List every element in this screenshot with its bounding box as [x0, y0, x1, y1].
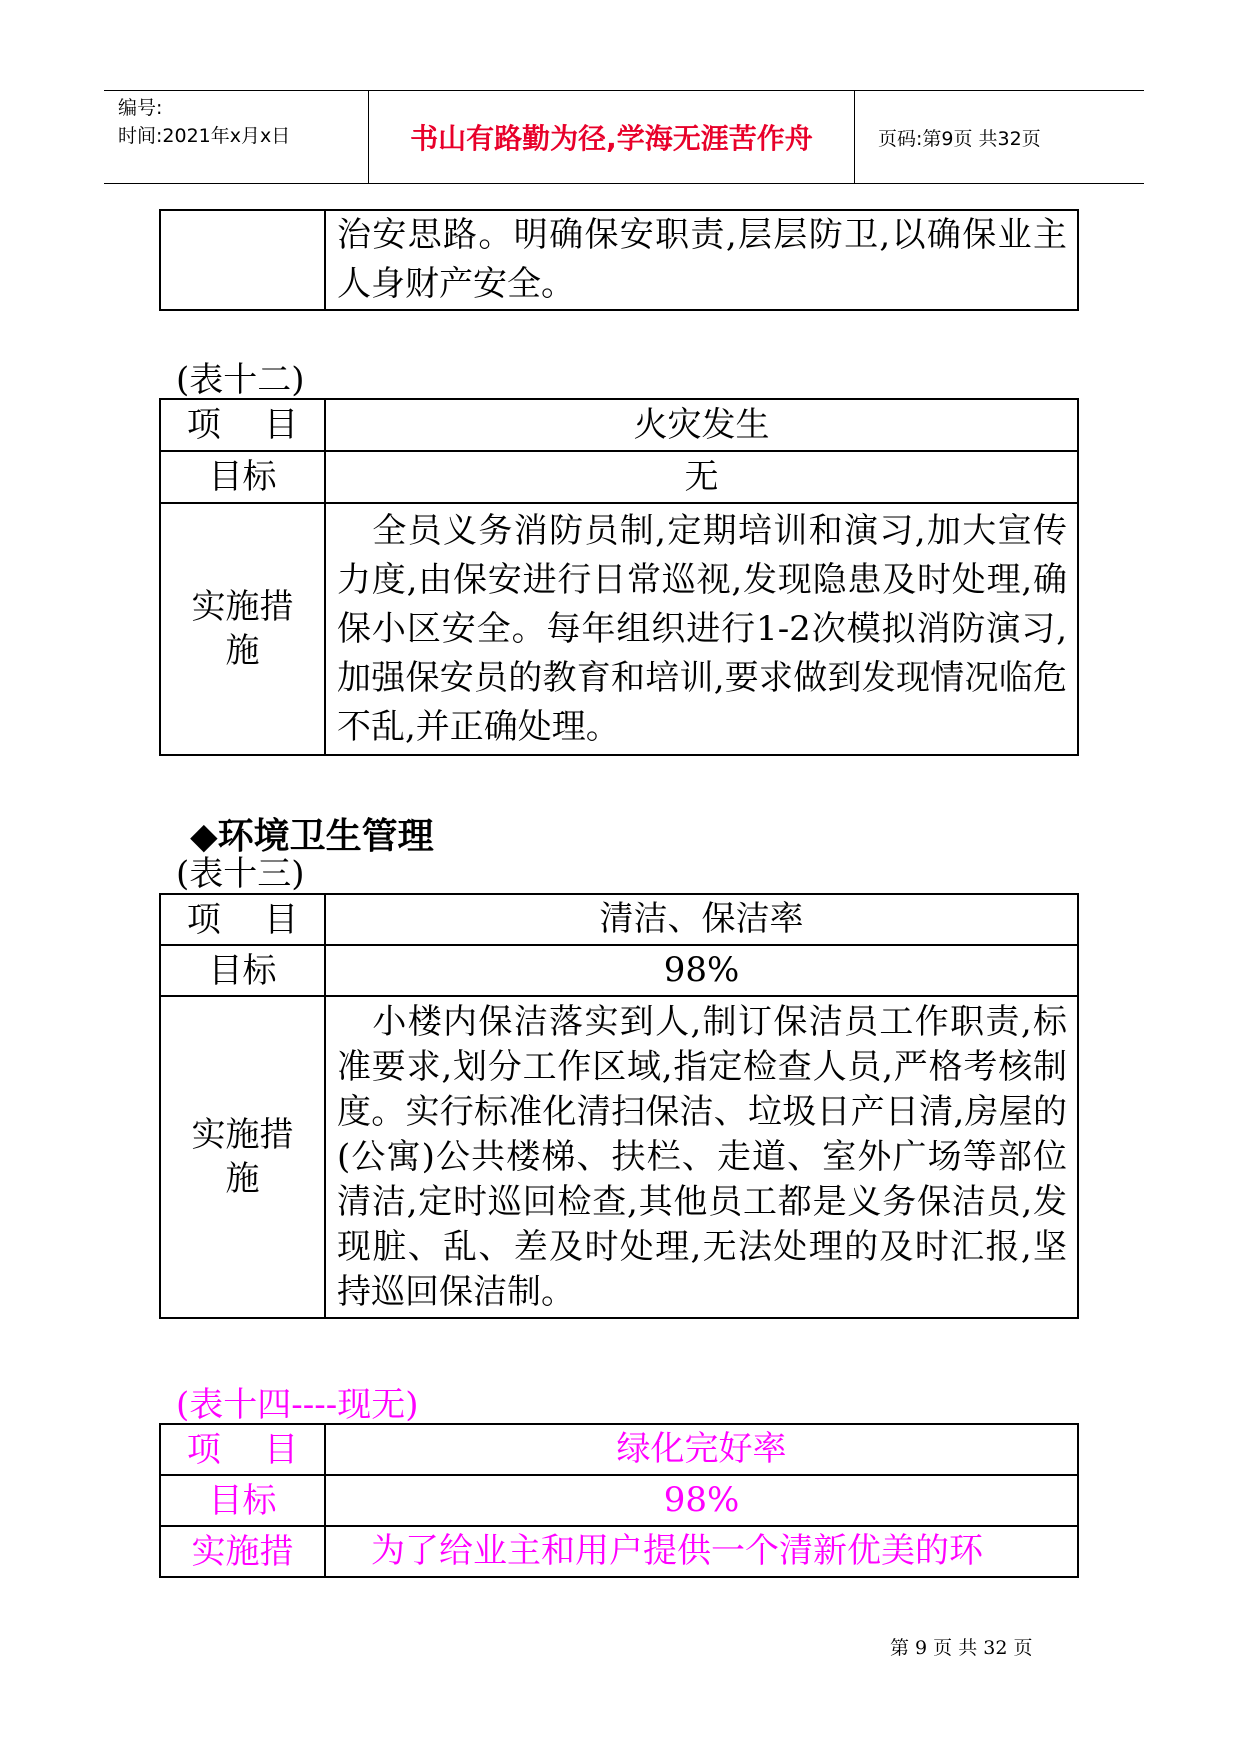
table-row: [160, 945, 1078, 996]
table-value-cell: 火灾发生: [325, 399, 1078, 451]
header-page-info: [868, 91, 1144, 183]
table-row: [160, 451, 1078, 503]
table-key-cell: 目标: [160, 451, 325, 503]
table14: [159, 1423, 1079, 1578]
page-footer: 第 9 页 共 32 页: [890, 1637, 1033, 1659]
table-value-cell: 全员义务消防员制,定期培训和演习,加大宣传力度,由保安进行日常巡视,发现隐患及时处理,确保小区安全。每年组织进行1-2次模拟消防演习,加强保安员的教育和培训,要求做到发现情况临危不乱,并正确处理。: [325, 503, 1078, 755]
table-key-cell: 实施措施: [160, 503, 325, 755]
table-row: [160, 996, 1078, 1318]
table-value-cell: 无: [325, 451, 1078, 503]
table-key-cell: 目标: [160, 1475, 325, 1526]
header-meta: [104, 91, 369, 183]
page-header: [104, 90, 1144, 184]
table-row: [160, 210, 1078, 310]
table-row: [160, 1526, 1078, 1577]
header-motto-cell: [369, 91, 855, 183]
header-page-number: 页码:第9页 共32页: [878, 127, 1041, 150]
table-key-cell: 项 目: [160, 399, 325, 451]
table13: [159, 893, 1079, 1319]
table-key-cell: 目标: [160, 945, 325, 996]
continued-table: [159, 209, 1079, 311]
section-heading: ◆环境卫生管理: [190, 816, 434, 857]
document-time-label: 时间:2021年x月x日: [118, 125, 291, 147]
table-row: [160, 503, 1078, 755]
table-key-cell: [160, 210, 325, 310]
table12: [159, 398, 1079, 756]
header-motto: 书山有路勤为径,学海无涯苦作舟: [410, 122, 813, 155]
table-key-cell: 实施措施: [160, 996, 325, 1318]
table-key-cell: 实施措: [160, 1526, 325, 1577]
table-value-cell: 98%: [325, 1475, 1078, 1526]
table-value-cell: 清洁、保洁率: [325, 894, 1078, 945]
table-value-cell: 治安思路。明确保安职责,层层防卫,以确保业主人身财产安全。: [325, 210, 1078, 310]
table-key-cell: 项 目: [160, 1424, 325, 1475]
table12-caption: (表十二): [176, 360, 305, 400]
table-row: [160, 1424, 1078, 1475]
table-key-cell: 项 目: [160, 894, 325, 945]
table-row: [160, 399, 1078, 451]
table-value-cell: 绿化完好率: [325, 1424, 1078, 1475]
table-value-cell: 小楼内保洁落实到人,制订保洁员工作职责,标准要求,划分工作区域,指定检查人员,严格考核制度。实行标准化清扫保洁、垃圾日产日清,房屋的(公寓)公共楼梯、扶栏、走道、室外广场等部位清洁,定时巡回检查,其他员工都是义务保洁员,发现脏、乱、差及时处理,无法处理的及时汇报,坚持巡回保洁制。: [325, 996, 1078, 1318]
table-row: [160, 1475, 1078, 1526]
table-value-cell: 为了给业主和用户提供一个清新优美的环: [325, 1526, 1078, 1577]
table-row: [160, 894, 1078, 945]
document-number-label: 编号:: [118, 97, 163, 119]
table-value-cell: 98%: [325, 945, 1078, 996]
table14-caption: (表十四----现无): [176, 1385, 419, 1425]
table13-caption: (表十三): [176, 854, 305, 894]
